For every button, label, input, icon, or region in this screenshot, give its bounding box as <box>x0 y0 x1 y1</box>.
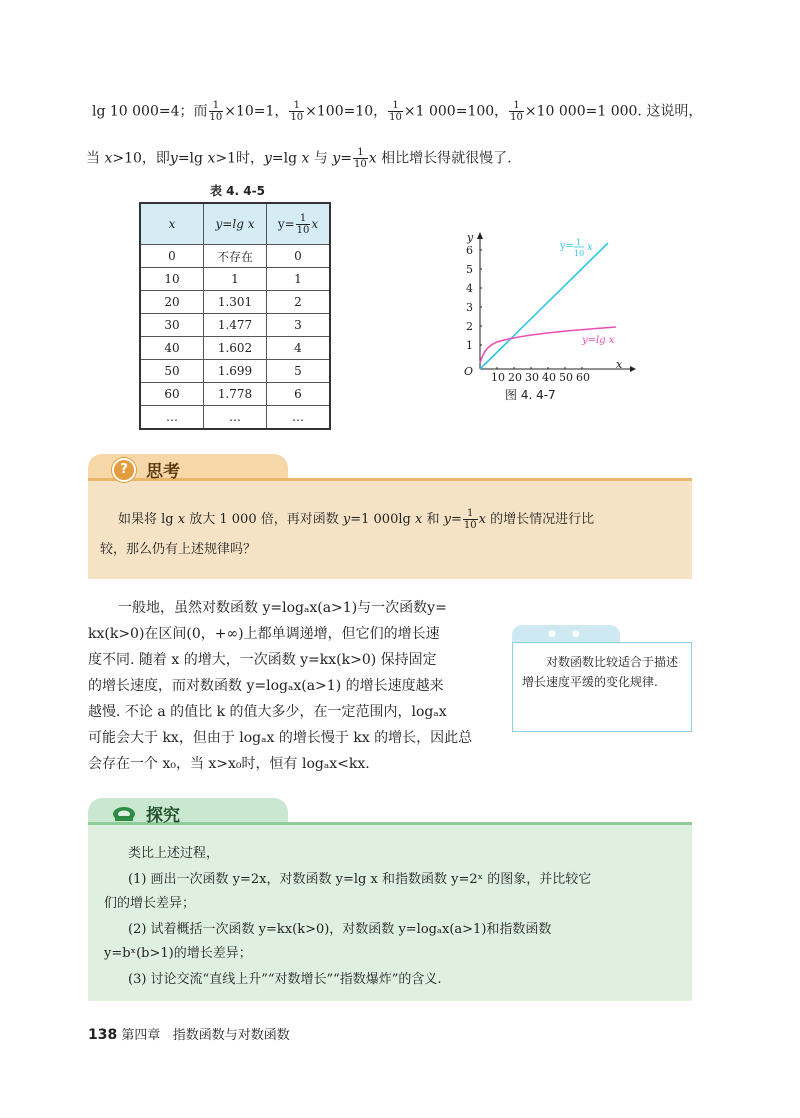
para2-line: 的增长速度，而对数函数 y=logₐx(a>1) 的增长速度越来 <box>88 678 444 694</box>
origin-label: O <box>464 365 474 378</box>
table-row: 50 1.699 5 <box>140 360 330 383</box>
y-tick-label: 6 <box>466 244 473 257</box>
y-tick-label: 1 <box>466 339 473 352</box>
para2-line: kx(k>0)在区间(0，+∞)上都单调递增，但它们的增长速 <box>88 626 440 642</box>
x-tick-label: 20 <box>508 371 522 384</box>
explore-line: y=bˣ(b>1)的增长差异； <box>104 946 252 961</box>
explore-line: (2) 试着概括一次函数 y=kx(k>0)，对数函数 y=logₐx(a>1)和指数函数 <box>128 922 552 937</box>
y-axis-label: y <box>467 231 474 244</box>
page-footer <box>88 1024 290 1043</box>
x-tick-label: 50 <box>559 371 573 384</box>
table-header-cell: x <box>140 203 204 245</box>
y-tick-label: 4 <box>466 282 473 295</box>
table-row: 20 1.301 2 <box>140 291 330 314</box>
linear-function-line <box>480 243 608 369</box>
log-label: y=lg x <box>582 335 615 346</box>
think-label: 思考 <box>146 462 180 482</box>
explore-line: (1) 画出一次函数 y=2x，对数函数 y=lg x 和指数函数 y=2ˣ 的图象，并比较它 <box>128 872 592 887</box>
x-tick-label: 10 <box>491 371 505 384</box>
x-axis-label: x <box>616 358 623 371</box>
y-tick-label: 2 <box>466 320 473 333</box>
table-row: 0 不存在 0 <box>140 245 330 268</box>
fraction: $\frac{1}{10}$ <box>290 100 304 123</box>
data-table <box>139 202 331 430</box>
x-tick-label: 40 <box>542 371 556 384</box>
x-tick-label: 30 <box>525 371 539 384</box>
page-number: 138 <box>88 1027 118 1043</box>
explore-line: 类比上述过程， <box>128 846 220 861</box>
table-row: 40 1.602 4 <box>140 337 330 360</box>
fraction: $\frac{1}{10}$ <box>510 100 523 123</box>
para2-line: 一般地，虽然对数函数 y=logₐx(a>1)与一次函数y= <box>118 600 447 616</box>
side-note-text: 对数函数比较适合于描述增长速度平缓的变化规律. <box>522 655 679 689</box>
para1-line1: lg 10 000=4；而 $\frac{1}{10}$ ×10=1， $\frac{1}{10}$ ×100=10， $\frac{1}{10}$ ×1 000=100， $\frac{1}{10}$ ×10 000=1 000. 这说明， <box>92 100 703 123</box>
para2-line: 会存在一个 x₀，当 x>x₀时，恒有 logₐx<kx. <box>88 756 370 772</box>
function-graph <box>450 225 640 385</box>
explore-line: (3) 讨论交流“直线上升”“对数增长”“指数爆炸”的含义. <box>128 972 442 987</box>
linear-label: y= <box>560 241 575 252</box>
y-tick-label: 5 <box>466 263 473 276</box>
table-header-cell: y=lg x <box>204 203 267 245</box>
question-icon: ? <box>112 458 136 482</box>
explore-label: 探究 <box>146 806 180 826</box>
chapter-label: 第四章 <box>121 1028 161 1043</box>
para2-line: 可能会大于 kx，但由于 logₐx 的增长慢于 kx 的增长，因此总 <box>88 730 473 746</box>
explore-icon <box>112 804 136 822</box>
figure-caption: 图 4. 4-7 <box>505 388 556 402</box>
y-tick-label: 3 <box>466 301 473 314</box>
para2-line: 越慢. 不论 a 的值比 k 的值大多少，在一定范围内，logₐx <box>88 704 447 720</box>
x-axis-arrow <box>630 366 636 372</box>
para2-line: 度不同. 随着 x 的增大，一次函数 y=kx(k>0) 保持固定 <box>88 652 437 668</box>
think-line2: 较，那么仍有上述规律吗？ <box>100 542 257 557</box>
table-header-row <box>140 203 330 245</box>
chapter-title: 指数函数与对数函数 <box>172 1028 290 1043</box>
table-row: 10 1 1 <box>140 268 330 291</box>
svg-text:1: 1 <box>576 238 582 247</box>
fraction: $\frac{1}{10}$ <box>209 100 223 123</box>
table-row: 30 1.477 3 <box>140 314 330 337</box>
svg-text:10: 10 <box>574 249 585 258</box>
explore-line: 们的增长差异； <box>104 896 196 911</box>
table-row: … … … <box>140 406 330 430</box>
think-line1: 如果将 lg x 放大 1 000 倍，再对函数 y=1 000lg x 和 y= $\frac{1}{10}$ x 的增长情况进行比 <box>118 508 595 531</box>
note-dots-icon: ●● <box>548 629 596 639</box>
svg-text:x: x <box>587 242 593 253</box>
y-axis-arrow <box>477 232 483 239</box>
x-tick-label: 60 <box>576 371 590 384</box>
table-header-cell: y= $\frac{1}{10}$ x <box>267 203 331 245</box>
table-title: 表 4. 4-5 <box>210 184 265 198</box>
fraction: $\frac{1}{10}$ <box>354 147 367 170</box>
para1-line2: 当 x>10，即y=lg x>1时，y=lg x 与 y= $\frac{1}{10}$ x 相比增长得就很慢了. <box>86 147 512 170</box>
fraction: $\frac{1}{10}$ <box>389 100 402 123</box>
table-row: 60 1.778 6 <box>140 383 330 406</box>
